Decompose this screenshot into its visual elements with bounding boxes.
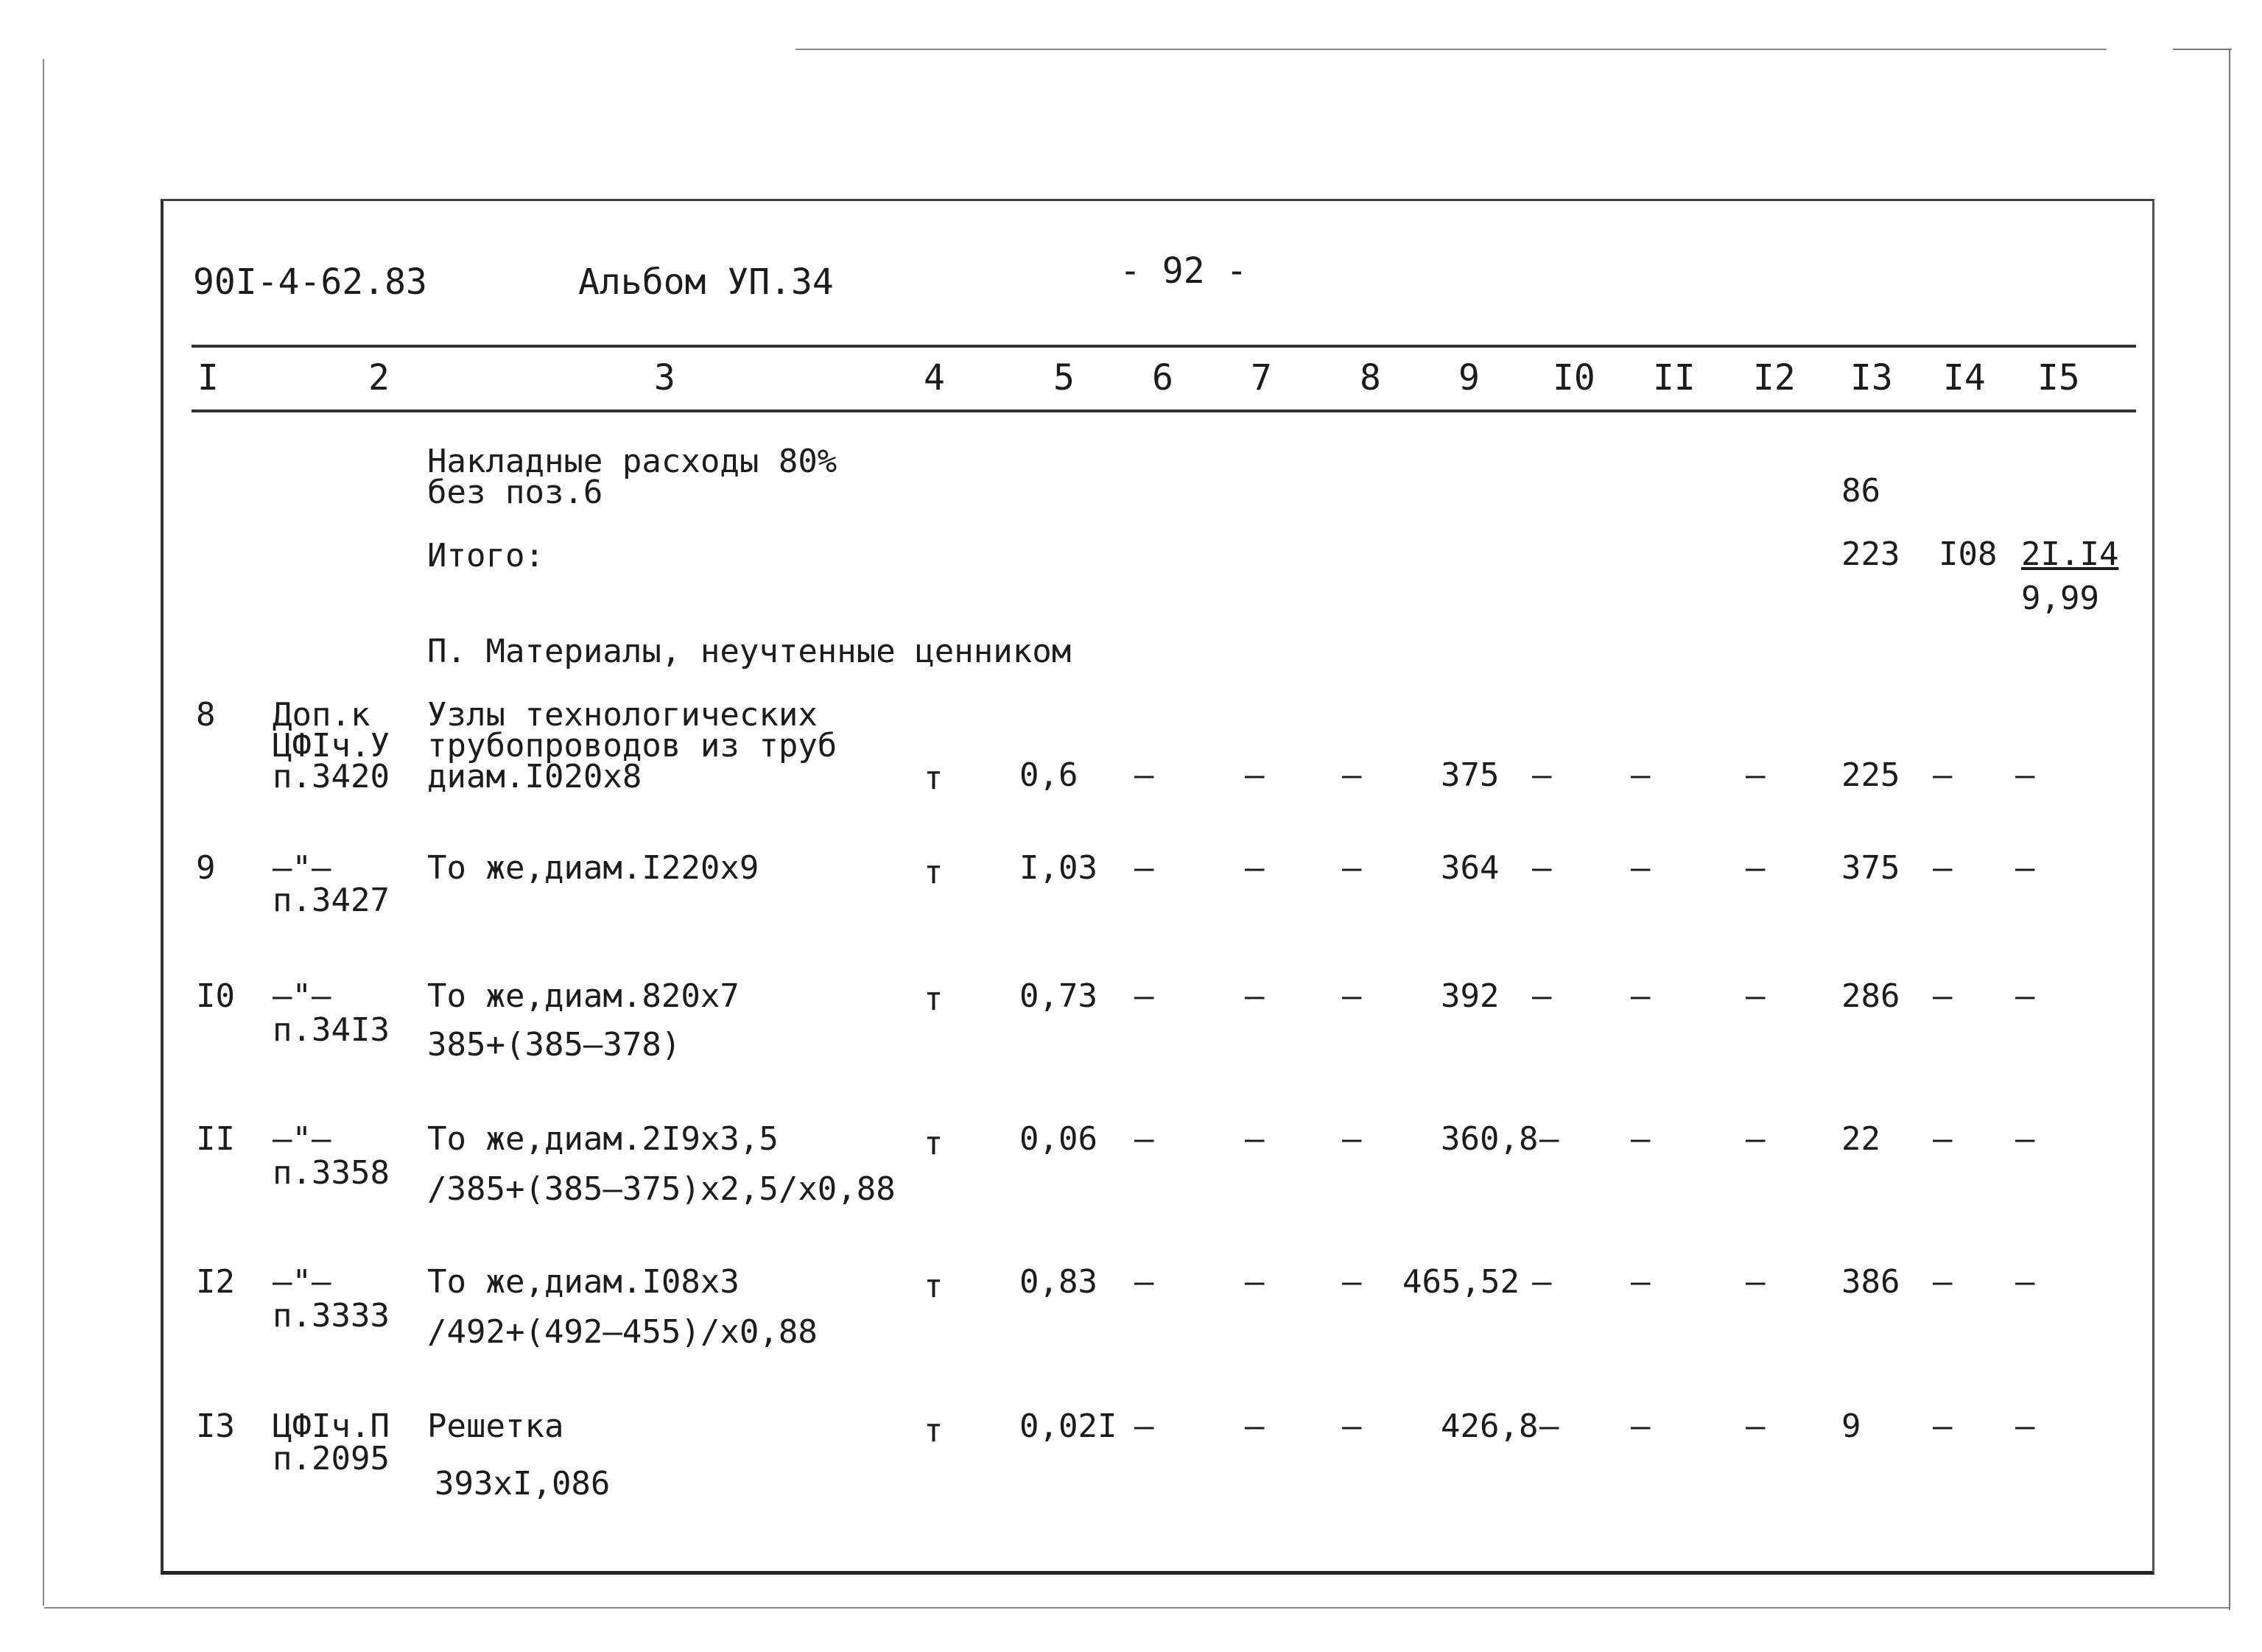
row-qty: 0,6: [1019, 756, 1078, 794]
total-col14: I08: [1939, 535, 1998, 573]
row-qty: 0,02I: [1019, 1407, 1117, 1445]
row-col15: –: [2015, 977, 2035, 1015]
row-col11: –: [1631, 849, 1651, 887]
row-col6: –: [1134, 977, 1154, 1015]
row-col10: –: [1532, 756, 1552, 794]
row-col15: –: [2015, 756, 2035, 794]
row-unit: т: [924, 1412, 944, 1449]
row-col11: –: [1631, 977, 1651, 1015]
total-col13: 223: [1841, 535, 1900, 573]
row-col13: 286: [1841, 977, 1900, 1015]
overhead-line2: без поз.6: [427, 474, 603, 511]
row-col14: –: [1933, 756, 1953, 794]
row-desc: Узлы технологических: [427, 696, 818, 734]
scan-edge-top-right: [2173, 49, 2232, 50]
row-col14: –: [1933, 1120, 1953, 1158]
total-col15-top: 2I.I4: [2021, 535, 2119, 573]
row-ref: п.34I3: [273, 1011, 390, 1049]
row-desc: диам.I020х8: [427, 758, 642, 795]
header-rule-bottom: [192, 410, 2136, 412]
column-number: I3: [1850, 357, 1893, 398]
column-number: 4: [924, 357, 945, 398]
row-col8: –: [1342, 977, 1362, 1015]
row-number: II: [196, 1120, 235, 1158]
row-col9: 392: [1441, 977, 1500, 1015]
scan-edge-top: [795, 49, 2107, 50]
scan-edge-left: [43, 59, 44, 1606]
row-col12: –: [1746, 1263, 1766, 1301]
row-unit: т: [924, 759, 944, 797]
row-number: I2: [196, 1263, 235, 1301]
row-number: I0: [196, 977, 235, 1015]
row-desc: трубопроводов из труб: [427, 727, 837, 765]
column-number: 2: [368, 357, 390, 398]
row-qty: 0,83: [1019, 1263, 1097, 1301]
row-col9: 426,8: [1441, 1407, 1539, 1445]
row-ref: –"–: [273, 1263, 331, 1301]
column-number: 7: [1251, 357, 1272, 398]
row-ref: п.3427: [273, 882, 390, 919]
row-col7: –: [1245, 849, 1265, 887]
row-desc: То же,диам.I08х3: [427, 1263, 740, 1301]
row-col12: –: [1746, 849, 1766, 887]
row-col14: –: [1933, 849, 1953, 887]
row-col12: –: [1746, 1120, 1766, 1158]
row-col9: 364: [1441, 849, 1500, 887]
row-col6: –: [1134, 756, 1154, 794]
row-desc: То же,диам.2I9х3,5: [427, 1120, 779, 1158]
row-col8: –: [1342, 1407, 1362, 1445]
row-col6: –: [1134, 849, 1154, 887]
page-number: - 92 -: [1120, 250, 1248, 292]
row-qty: 0,06: [1019, 1120, 1097, 1158]
column-number: I2: [1753, 357, 1796, 398]
document-frame: [161, 199, 2154, 1575]
row-col12: –: [1746, 977, 1766, 1015]
column-number: I0: [1553, 357, 1595, 398]
row-col11: –: [1631, 1263, 1651, 1301]
row-col7: –: [1245, 756, 1265, 794]
column-number: 6: [1152, 357, 1173, 398]
row-col12: –: [1746, 1407, 1766, 1445]
scan-edge-right: [2229, 49, 2230, 1610]
row-unit: т: [924, 854, 944, 891]
row-col15: –: [2015, 1407, 2035, 1445]
row-col7: –: [1245, 1263, 1265, 1301]
overhead-line1: Накладные расходы 80%: [427, 443, 837, 480]
row-col6: –: [1134, 1263, 1154, 1301]
row-col7: –: [1245, 977, 1265, 1015]
row-col14: –: [1933, 977, 1953, 1015]
row-desc: То же,диам.I220х9: [427, 849, 759, 887]
row-col13: 9: [1841, 1407, 1861, 1445]
row-col7: –: [1245, 1407, 1265, 1445]
column-number: 3: [654, 357, 675, 398]
row-col6: –: [1134, 1120, 1154, 1158]
row-ref: –"–: [273, 977, 331, 1015]
total-label: Итого:: [427, 537, 544, 574]
scan-edge-bottom: [44, 1607, 2229, 1609]
row-col9: 375: [1441, 756, 1500, 794]
row-col15: –: [2015, 849, 2035, 887]
total-col15-bottom: 9,99: [2021, 580, 2099, 617]
row-qty: I,03: [1019, 849, 1097, 887]
row-col14: –: [1933, 1407, 1953, 1445]
doc-code: 90I-4-62.83: [193, 261, 427, 303]
header-rule-top: [192, 345, 2136, 348]
column-number: I: [197, 357, 219, 398]
row-number: 8: [196, 696, 216, 734]
row-col13: 22: [1841, 1120, 1880, 1158]
row-col13: 386: [1841, 1263, 1900, 1301]
row-col10: –: [1532, 849, 1552, 887]
row-col10: –: [1532, 1263, 1552, 1301]
row-unit: т: [924, 1125, 944, 1162]
row-ref: п.3333: [273, 1297, 390, 1335]
row-col9: 360,8: [1441, 1120, 1539, 1158]
row-col11: –: [1631, 1120, 1651, 1158]
column-number: 9: [1458, 357, 1480, 398]
row-desc: /385+(385–375)х2,5/х0,88: [427, 1170, 896, 1208]
row-col10: –: [1532, 977, 1552, 1015]
row-ref: п.3358: [273, 1154, 390, 1192]
overhead-value: 86: [1841, 472, 1880, 510]
row-col8: –: [1342, 1263, 1362, 1301]
row-unit: т: [924, 980, 944, 1018]
row-ref: п.3420: [273, 758, 390, 795]
row-col11: –: [1631, 1407, 1651, 1445]
row-ref: –"–: [273, 1120, 331, 1158]
row-col9: 465,52: [1402, 1263, 1520, 1301]
album-label: Альбом УП.34: [578, 261, 834, 303]
column-number: II: [1653, 357, 1696, 398]
row-col8: –: [1342, 849, 1362, 887]
row-col13: 225: [1841, 756, 1900, 794]
row-number: I3: [196, 1407, 235, 1445]
row-col12: –: [1746, 756, 1766, 794]
row-desc: Решетка: [427, 1407, 564, 1445]
row-col7: –: [1245, 1120, 1265, 1158]
row-ref: Доп.к: [273, 696, 370, 734]
row-ref: ЦФIч.У: [273, 727, 390, 765]
column-number: 8: [1360, 357, 1381, 398]
row-ref: –"–: [273, 849, 331, 887]
row-col14: –: [1933, 1263, 1953, 1301]
section-title: П. Материалы, неучтенные ценником: [427, 633, 1072, 670]
row-col13: 375: [1841, 849, 1900, 887]
row-number: 9: [196, 849, 216, 887]
row-col10: –: [1539, 1407, 1559, 1445]
row-desc: /492+(492–455)/х0,88: [427, 1313, 818, 1351]
row-col8: –: [1342, 756, 1362, 794]
row-ref: п.2095: [273, 1440, 390, 1477]
row-unit: т: [924, 1268, 944, 1305]
row-qty: 0,73: [1019, 977, 1097, 1015]
row-ref: ЦФIч.П: [273, 1407, 390, 1445]
row-col8: –: [1342, 1120, 1362, 1158]
column-number: I4: [1943, 357, 1986, 398]
row-desc: 393хI,086: [435, 1465, 611, 1502]
row-col10: –: [1539, 1120, 1559, 1158]
row-col15: –: [2015, 1120, 2035, 1158]
row-desc: 385+(385–378): [427, 1026, 681, 1064]
row-col6: –: [1134, 1407, 1154, 1445]
column-number: 5: [1053, 357, 1075, 398]
row-desc: То же,диам.820х7: [427, 977, 740, 1015]
row-col11: –: [1631, 756, 1651, 794]
row-col15: –: [2015, 1263, 2035, 1301]
column-number: I5: [2037, 357, 2080, 398]
